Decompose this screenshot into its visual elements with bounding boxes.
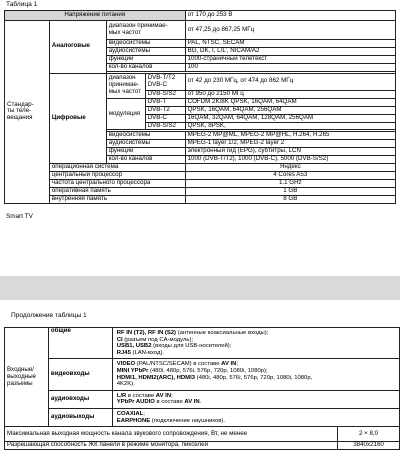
os-label: операционная система [49,164,185,172]
storage-label: внутренняя память [49,195,185,203]
mod-std-1: DVB-T [145,98,185,106]
digital-video-label: видеосистемы [106,132,185,140]
mod-value-1: COFDM 2K/8K QPSK, 16QAM, 64QAM [185,98,395,106]
video-inputs-content [112,359,399,390]
audio-outputs-label: аудиовыходы [48,409,112,427]
storage-value: 8 GB [185,195,395,203]
digital-range-std-1: DVB-T/T2 DVB-C [145,73,185,90]
table-page-2 [0,300,400,470]
max-power-label: Максимальная выходная мощность канала звукового сопровождения, Вт, не менее [5,427,338,442]
digital-range-value-2: от 950 до 2150 МГц [185,90,395,98]
specs-table [4,10,396,204]
audio-out-line-2: EARPHONE (подключение наушников). [116,417,226,424]
video-line-4: 4K2K). [116,381,135,388]
analog-audio-label: аудиосистемы [106,47,185,55]
audio-inputs-content [112,390,399,408]
video-line-1: VIDEO (PAL/NTSC/SECAM) в составе AV IN; [116,361,239,368]
general-line-4: RJ45 (LAN-вход). [116,349,165,356]
analog-functions-value: 1000-страничный телетекст [185,55,395,63]
analog-label: Аналоговые [49,21,106,74]
general-content [112,328,399,359]
digital-range-label: диапазон принимае- мых частот [106,73,145,98]
os-value: Яндекс [185,164,395,172]
continuation-caption: Продолжение таблицы 1 [11,312,87,319]
power-value: от 170 до 253 В [185,11,395,21]
page-separator [0,276,400,300]
general-line-3: USB1, USB2 (входы для USB-носителей); [116,343,232,350]
broadcast-standards-label: Стандар- ты теле- вещания [5,21,50,204]
analog-video-value: PAL, NTSC, SECAM [185,40,395,48]
general-label: общие [48,328,112,359]
modulation-label: модуляция [106,98,145,130]
digital-functions-value: электронный гид (EPG), субтитры, LCN [185,148,395,156]
digital-video-value: MPEG-2 MP@ML, MPEG-2 MP@HL, H.264, H.265 [185,132,395,140]
ram-label: оперативная память [49,188,185,196]
analog-range-value: от 47,25 до 867,25 МГц [185,21,395,40]
analog-audio-value: BG, DK, I, L/L’, NICAM/A2 [185,47,395,55]
cpu-value: 4 Cores A53 [185,172,395,180]
audio-inputs-label: аудиовходы [48,390,112,408]
audio-outputs-content [112,409,399,427]
power-label: Напряжение питания [5,11,186,21]
audio-in-line-1: L/R в составе AV IN; [116,392,173,399]
resolution-value: 3840x2160 [338,442,400,450]
digital-channels-label: кол-во каналов [106,156,185,164]
audio-in-line-2: YPbPr AUDIO в составе AV IN. [116,399,202,406]
digital-functions-label: функции [106,148,185,156]
ram-value: 1 GB [185,188,395,196]
resolution-label: Разрешающая способность ЖК панели в режиме монитора, пикселей [5,442,338,450]
connectors-table [4,327,400,450]
table-caption: Таблица 1 [6,1,38,8]
mod-value-4: QPSK, 8PSK, [185,122,395,130]
cpu-freq-value: 1.1 GHz [185,180,395,188]
digital-range-std-2: DVB-S/S2 [145,90,185,98]
audio-out-line-1: COAXIAL; [116,411,145,418]
mod-value-3: 16QAM, 32QAM, 64QAM, 128QAM, 256QAM [185,114,395,122]
mod-std-3: DVB-C [145,114,185,122]
mod-std-2: DVB-T2 [145,106,185,114]
cpu-freq-label: частота центрального процессора [49,180,185,188]
mod-std-4: DVB-S/S2 [145,122,185,130]
analog-channels-label: кол-во каналов [106,63,185,71]
general-line-1: RF IN (T2), RF IN (S2) (антенные коаксиальные входы); [116,330,269,336]
analog-range-label: диапазон принимае- мых частот [106,21,185,40]
digital-audio-label: аудиосистемы [106,140,185,148]
digital-audio-value: MPEG-1 layer 1/2, MPEG-2 layer 2 [185,140,395,148]
analog-functions-label: функции [106,55,185,63]
max-power-value: 2 × 8,0 [338,427,400,442]
mod-value-2: QPSK, 16QAM, 64QAM, 256QAM [185,106,395,114]
digital-channels-value: 1000 (DVB-T/T2), 1000 (DVB-C), 5000 (DVB-S/S2) [185,156,395,164]
general-line-2: CI (разъем под CA-модуль); [116,336,194,343]
video-inputs-label: видеовходы [48,359,112,390]
analog-channels-value: 100 [185,63,395,71]
video-line-3: HDMI1, HDMI2(ARC), HDMI3 (480i, 480p, 576i, 576p, 720p, 1080i, 1080p, [116,374,313,381]
io-label: Входные/ выходные разъемы [5,328,49,427]
digital-label: Цифровые [49,73,106,163]
cpu-label: центральный процессор [49,172,185,180]
smart-tv-label: Smart TV [6,213,33,220]
video-line-2: MINI YPbPr (480i, 480p, 576i, 576p, 720p, 1080i, 1080p); [116,368,268,375]
digital-range-value-1: от 42 до 230 МГц, от 474 до 862 МГц [185,73,395,90]
analog-video-label: видеосистемы [106,40,185,48]
